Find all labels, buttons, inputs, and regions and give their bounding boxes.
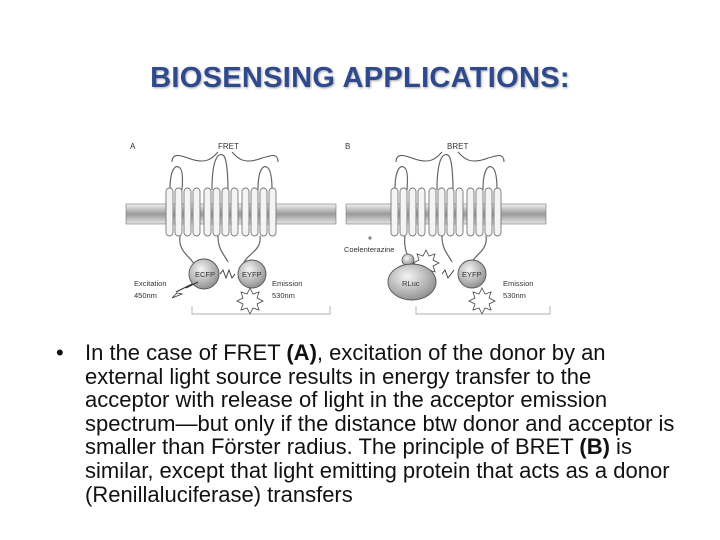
bullet-text-part-2: , excitation of the donor by an external light source results in energy transfer to the acceptor with release of light in the acceptor emission spectrum—but only if the distance btw donor and acceptor is smaller than Förster radius. The principle of BRET — [85, 340, 675, 460]
panel-a-emission-label: Emission — [272, 279, 303, 288]
panel-a-donor-label: ECFP — [195, 270, 216, 279]
panel-a-emission-wavelength: 530nm — [272, 291, 295, 300]
fret-bret-diagram — [120, 128, 560, 320]
panel-b-label: BRET — [447, 142, 469, 151]
panel-b-emission-label: Emission — [503, 279, 534, 288]
bullet-text-part-3: is similar, except that light emitting protein that acts as a donor (Renillaluciferase) transfers — [85, 434, 670, 507]
bullet-ref-b: (B) — [579, 434, 610, 460]
panel-a-label: FRET — [218, 142, 239, 151]
panel-b-donor-label: RLuc — [402, 279, 420, 288]
panel-a-excitation-label: Excitation — [134, 279, 167, 288]
bullet-text-part-1: In the case of FRET — [85, 340, 287, 365]
panel-b-emission-wavelength: 530nm — [503, 291, 526, 300]
panel-a-acceptor-label: EYFP — [242, 270, 262, 279]
panel-b-acceptor-label: EYFP — [462, 270, 482, 279]
panel-a-letter: A — [130, 142, 136, 151]
slide-title: BIOSENSING APPLICATIONS: — [150, 62, 570, 94]
bullet-ref-a: (A) — [286, 340, 317, 365]
panel-a-excitation-wavelength: 450nm — [134, 291, 157, 300]
panel-a — [126, 142, 336, 314]
panel-b-substrate-label: Coelenterazine — [344, 245, 395, 254]
panel-b-letter: B — [345, 142, 351, 151]
bullet-symbol: • — [56, 340, 64, 365]
panel-b — [344, 142, 550, 314]
bullet-text — [85, 341, 675, 506]
